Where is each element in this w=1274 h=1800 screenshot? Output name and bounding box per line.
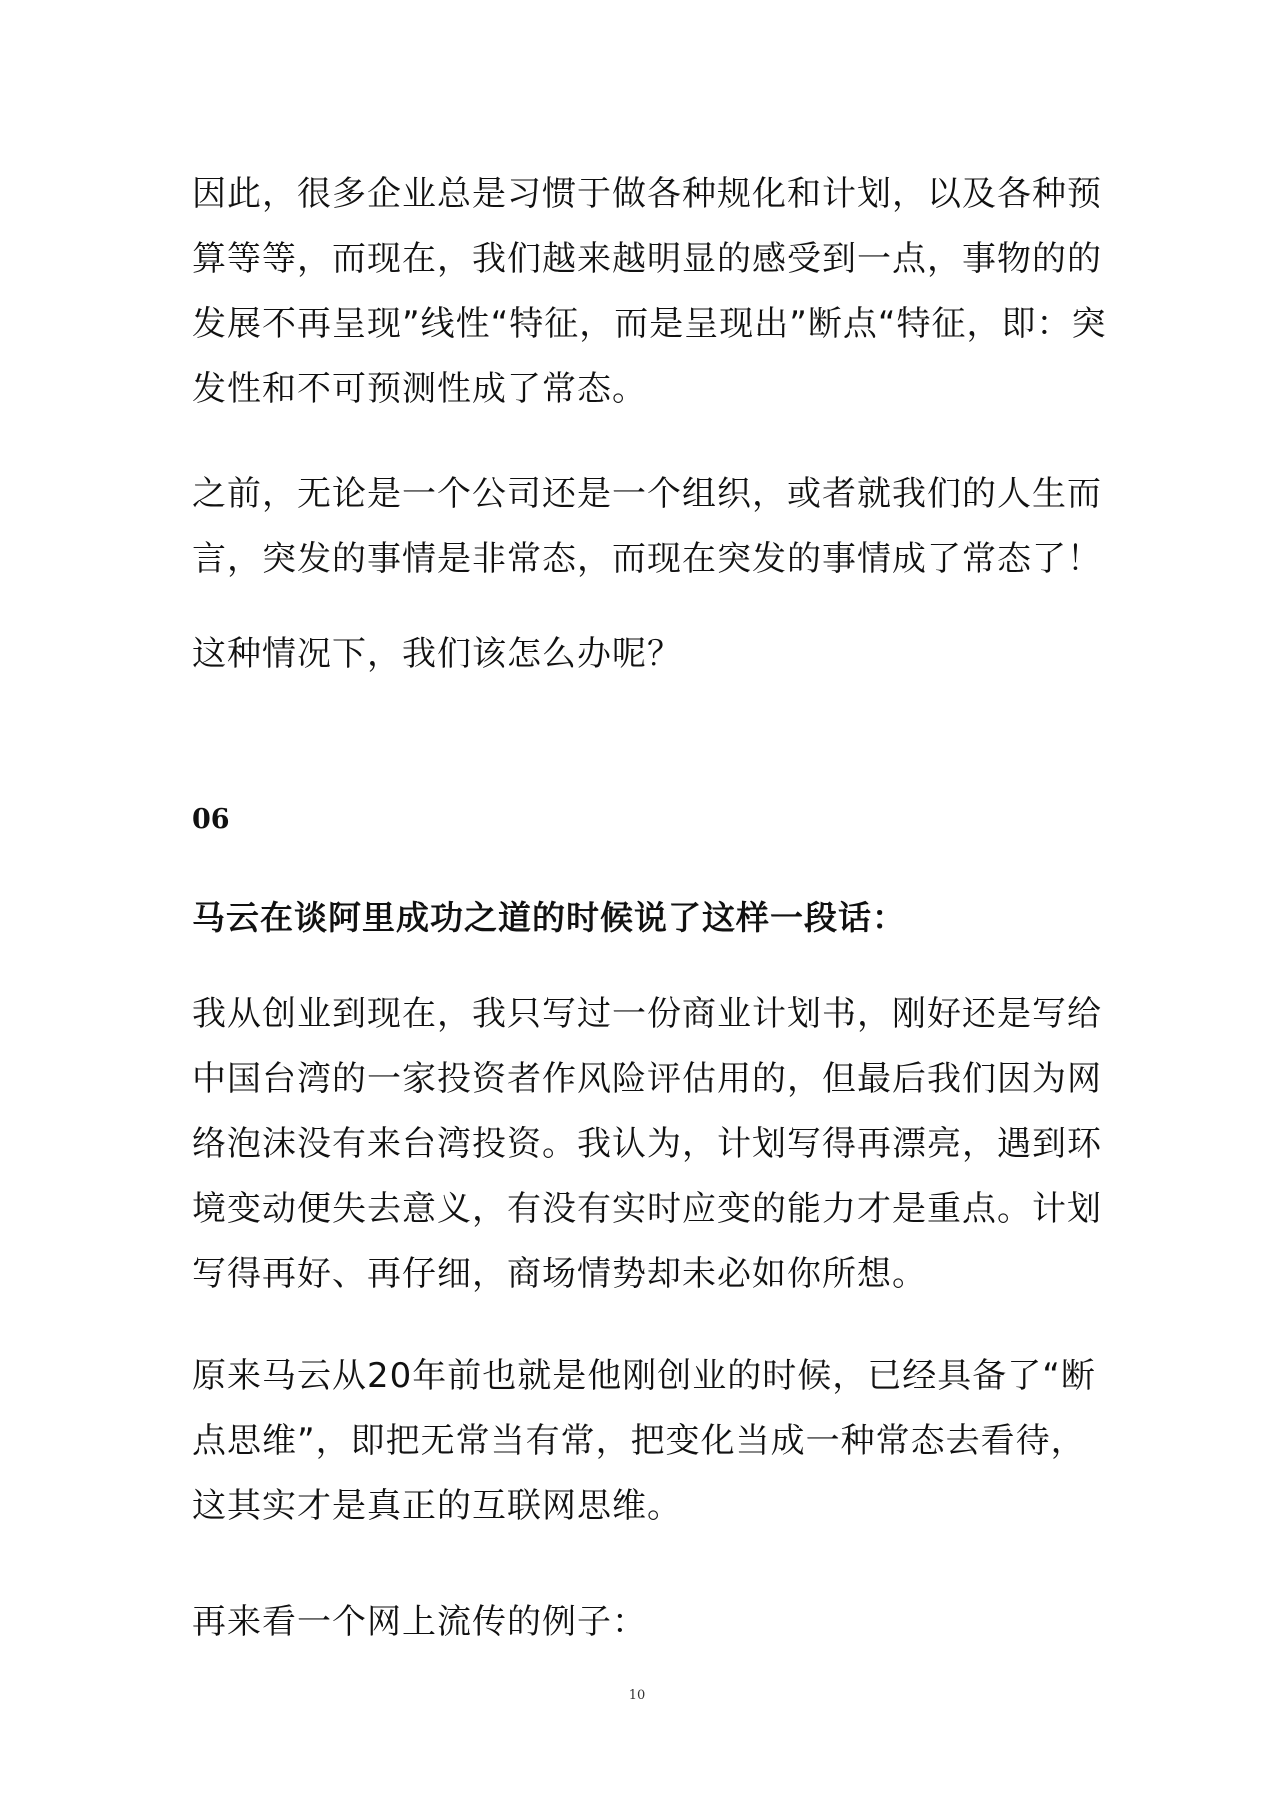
paragraph-breakpoint-thinking: 原来马云从20年前也就是他刚创业的时候，已经具备了“断点思维”，即把无常当有常，把变化当成一种常态去看待，这其实才是真正的互联网思维。 bbox=[192, 1356, 1096, 1526]
section-number: 06 bbox=[192, 804, 230, 835]
paragraph-quote: 我从创业到现在，我只写过一份商业计划书，刚好还是写给中国台湾的一家投资者作风险评估用的，但最后我们因为网络泡沫没有来台湾投资。我认为，计划写得再漂亮，遇到环境变动便失去意义，有没有实时应变的能力才是重点。计划写得再好、再仔细，商场情势却未必如你所想。 bbox=[192, 994, 1102, 1294]
paragraph-example-intro: 再来看一个网上流传的例子： bbox=[192, 1602, 647, 1642]
section-heading: 马云在谈阿里成功之道的时候说了这样一段话： bbox=[192, 898, 906, 937]
paragraph-sudden-events: 之前，无论是一个公司还是一个组织，或者就我们的人生而言，突发的事情是非常态，而现在突发的事情成了常态了！ bbox=[192, 474, 1102, 579]
paragraph-planning-habits: 因此，很多企业总是习惯于做各种规化和计划，以及各种预算等等，而现在，我们越来越明显的感受到一点，事物的的发展不再呈现”线性“特征，而是呈现出”断点“特征，即：突发性和不可预测性成了常态。 bbox=[192, 174, 1107, 409]
page-number: 10 bbox=[628, 1688, 646, 1703]
paragraph-question: 这种情况下，我们该怎么办呢？ bbox=[192, 634, 682, 674]
